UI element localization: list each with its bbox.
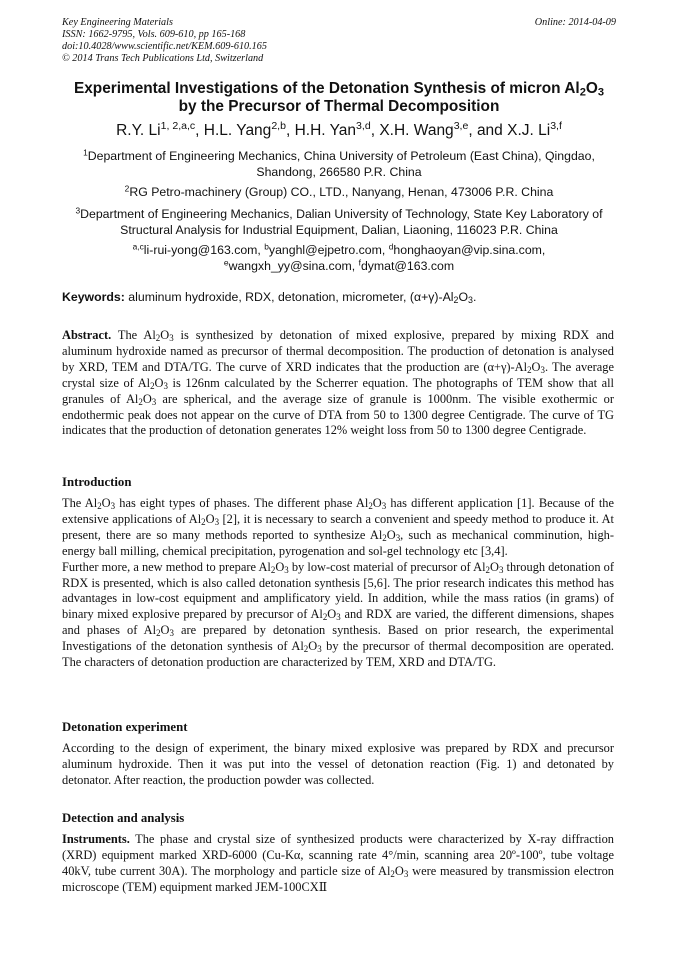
keywords: Keywords: aluminum hydroxide, RDX, detonation, micrometer, $(\alpha+\gamma)-Al_2O_3$. <box>62 290 477 305</box>
copyright-line: © 2014 Trans Tech Publications Ltd, Switzerland <box>62 53 264 64</box>
instruments-label: Instruments. <box>62 832 130 846</box>
author-list: R.Y. Li$^{1, 2,a,c}$, H.L. Yang$^{2,b}$, H.H. Yan$^{3,d}$, X.H. Wang$^{3,e}$, and X.J. Li$^{3,f}$ <box>116 120 562 139</box>
instruments-paragraph: Instruments. The phase and crystal size of synthesized products were characterized by X-ray diffraction (XRD) equipment marked XRD-6000 (Cu-Kα, scanning rate 4°/min, scanning area 20º-100º, tube voltage 40kV, tube current 30A). The morphology and particle size of $Al_2O_3$ were measured by transmission electron microscope (TEM) equipment marked JEM-100CXⅡ <box>62 832 614 894</box>
author: X.H. Wang <box>379 122 454 139</box>
author: R.Y. Li <box>116 122 161 139</box>
intro-paragraph-1: The $Al_2O_3$ has eight types of phases. The different phase $Al_2O_3$ has different application [1]. Because of the extensive applications of $Al_2O_3$ [2], it is necessary to search a convenient and speedy method to produce it. At present, there are so many methods reported to synthesize $Al_2O_3$, such as mechanical comminution, high-energy ball milling, chemical precipitation, pyrogenation and sol-gel technology etc [3,4]. <box>62 496 615 558</box>
issn-line: ISSN: 1662-9795, Vols. 609-610, pp 165-168 <box>62 29 246 40</box>
affiliation-1: $^1$Department of Engineering Mechanics, China University of Petroleum (East China), Qingdao, Shandong, 266580 P.R. China <box>83 147 595 179</box>
doi-line: doi:10.4028/www.scientific.net/KEM.609-610.165 <box>62 41 267 52</box>
keywords-label: Keywords: <box>62 290 125 304</box>
affiliation-2: $^2$RG Petro-machinery (Group) CO., LTD., Nanyang, Henan, 473006 P.R. China <box>124 183 554 199</box>
author: X.J. Li <box>507 122 551 139</box>
journal-name: Key Engineering Materials <box>62 17 173 28</box>
intro-paragraph-2: Further more, a new method to prepare $Al_2O_3$ by low-cost material of precursor of $Al_2O_3$ through detonation of RDX is presented, which is also called detonation synthesis [5,6]. The prior research indicates this method has advantages in low-cost equipment and amplificatory yield. In addition, while the mass ratios (in grams) of binary mixed explosive prepared by precursor of $Al_2O_3$ and RDX are varied, the different dimensions, shapes and phases of $Al_2O_3$ are prepared by detonation synthesis. Based on prior research, the experimental Investigations of the detonation synthesis of $Al_2O_3$ by the precursor of thermal decomposition are operated. The characters of detonation production are characterized by TEM, XRD and DTA/TG. <box>62 559 614 670</box>
author-emails: $^{a,c}$li-rui-yong@163.com, $^b$yanghl@ejpetro.com, $^d$honghaoyan@vip.sina.com, $^e$wangxh_yy@sina.com, $^f$dymat@163.com <box>132 241 546 273</box>
affiliation-3: $^3$Department of Engineering Mechanics, Dalian University of Technology, State Key Laboratory of Structural Analysis for Industrial Equipment, Dalian, Liaoning, 116023 P.R. China <box>75 205 603 237</box>
online-date: Online: 2014-04-09 <box>534 17 616 28</box>
section-heading: Introduction <box>62 475 132 489</box>
author: H.L. Yang <box>203 122 272 139</box>
paper-title: Experimental Investigations of the Detonation Synthesis of micron $Al_2O_3$ by the Precursor of Thermal Decomposition <box>73 80 605 115</box>
section-heading: Detonation experiment <box>62 720 188 734</box>
abstract: Abstract. The $Al_2O_3$ is synthesized by detonation of mixed explosive, prepared by mixing RDX and aluminum hydroxide named as precursor of thermal decomposition. The production of detonation is analysed by XRD, TEM and DTA/TG. The curve of XRD indicates that the production are $(\alpha+\gamma)-Al_2O_3$. The average crystal size of $Al_2O_3$ is 126nm calculated by the Scherrer equation. The photographs of TEM show that all granules of $Al_2O_3$ are spherical, and the average size of granule is 1000nm. The visible exothermic or endothermic peak does not appear on the curve of DTA from 50 to 1300 degree Centigrade. The curve of TG indicates that the production of detonation generates 12% weight loss from 50 to 1300 degree Centigrade. <box>62 328 614 438</box>
introduction-section <box>62 474 614 671</box>
detonation-paragraph: According to the design of experiment, the binary mixed explosive was prepared by RDX and precursor aluminum hydroxide. Then it was put into the vessel of detonation reaction (Fig. 1) and detonated by detonator. After reaction, the production powder was collected. <box>62 741 614 787</box>
journal-header <box>62 17 482 65</box>
abstract-label: Abstract. <box>62 328 112 342</box>
author: H.H. Yan <box>294 122 357 139</box>
detection-section <box>62 810 614 896</box>
detonation-section <box>62 719 614 789</box>
section-heading: Detection and analysis <box>62 811 185 825</box>
